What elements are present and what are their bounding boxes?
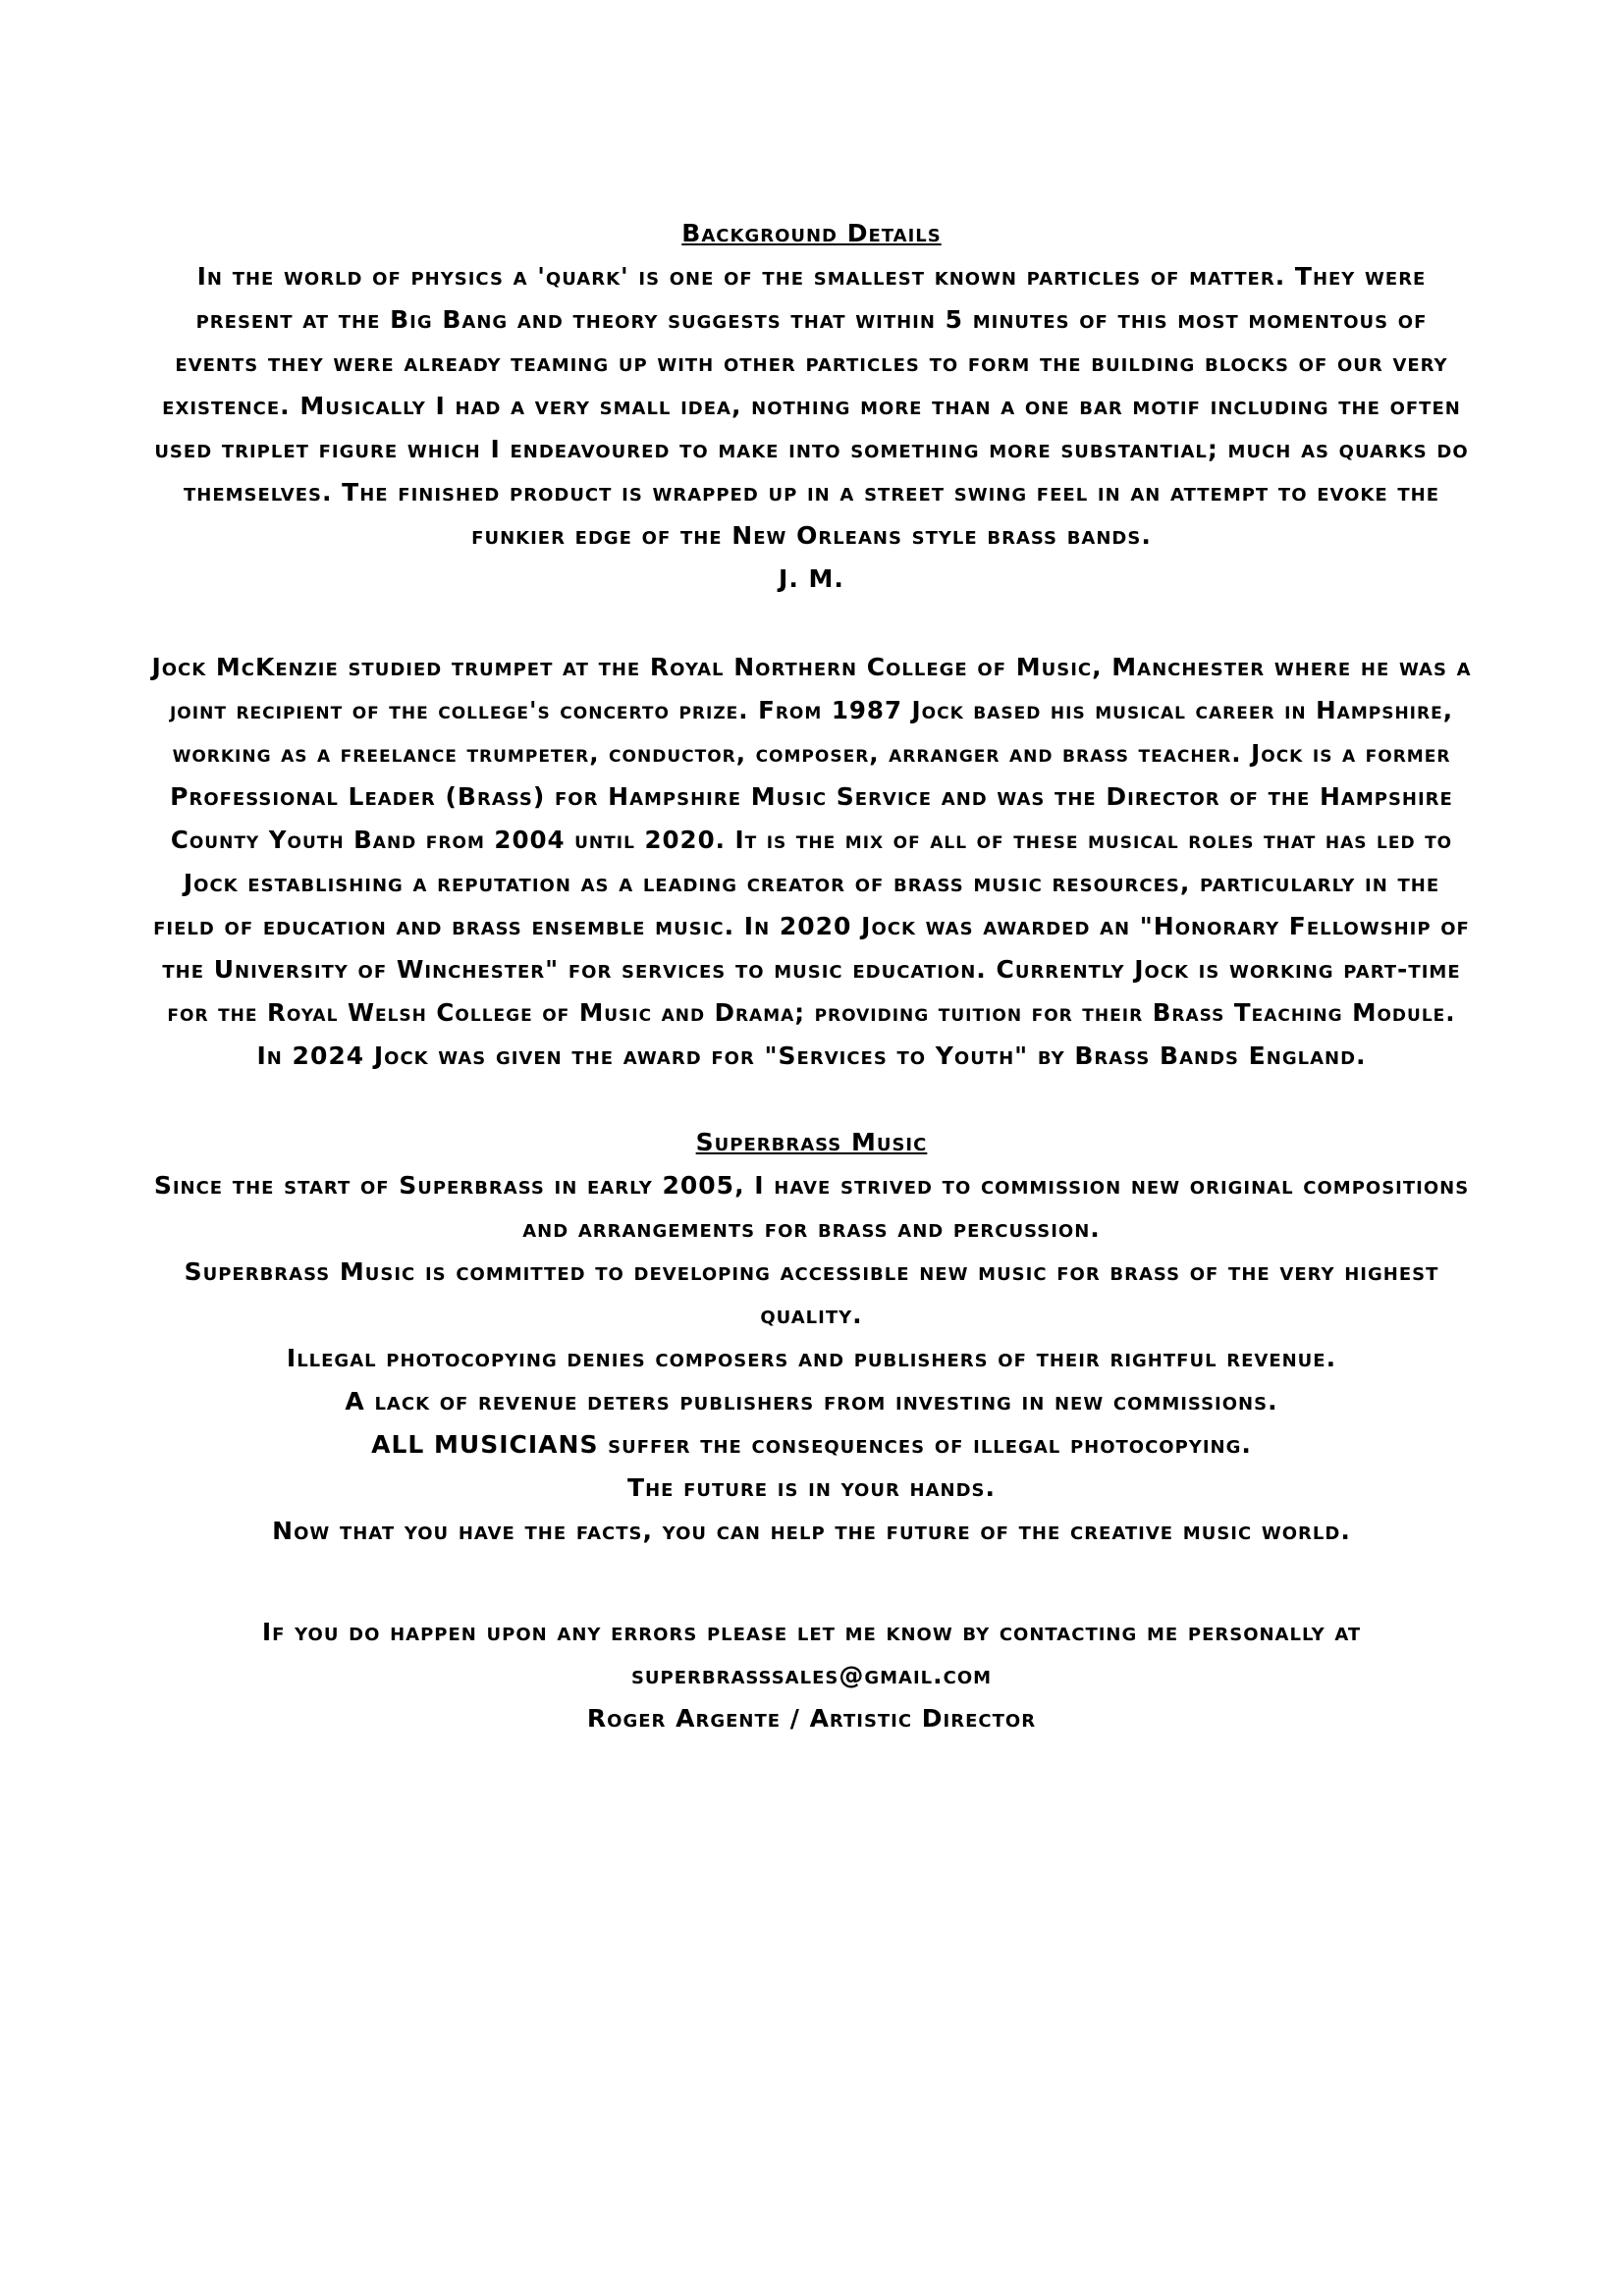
musicians-emphasis: ALL MUSICIANS — [371, 1430, 599, 1459]
contact-email: superbrasssales@gmail.com — [630, 1661, 993, 1689]
background-line: used triplet figure which I endeavoured to make into something more substantial; much as quarks do — [154, 435, 1469, 463]
biography-line: working as a freelance trumpeter, conductor, composer, arranger and brass teacher. Jock is a former — [172, 739, 1451, 768]
superbrass-line: Now that you have the facts, you can help the future of the creative music world. — [272, 1517, 1351, 1545]
biography-line: for the Royal Welsh College of Music and Drama; providing tuition for their Brass Teaching Module. — [167, 998, 1456, 1027]
background-line: existence. Musically I had a very small idea, nothing more than a one bar motif including the often — [162, 392, 1461, 420]
biography-line: Professional Leader (Brass) for Hampshire Music Service and was the Director of the Hampshire — [170, 782, 1453, 811]
musicians-line — [147, 1423, 1476, 1467]
biography-line: joint recipient of the college's concerto prize. From 1987 Jock based his musical career in Hampshire, — [169, 696, 1454, 724]
background-line: present at the Big Bang and theory suggests that within 5 minutes of this most momentous of — [195, 305, 1428, 334]
composer-initials: J. M. — [779, 564, 844, 593]
superbrass-line: A lack of revenue deters publishers from investing in new commissions. — [345, 1387, 1278, 1415]
superbrass-line: quality. — [760, 1301, 863, 1329]
superbrass-heading: Superbrass Music — [695, 1128, 928, 1156]
superbrass-line: and arrangements for brass and percussion. — [522, 1214, 1101, 1243]
biography-line: the University of Winchester" for services to music education. Currently Jock is working part-time — [162, 955, 1461, 984]
superbrass-section — [147, 1121, 1476, 1553]
superbrass-line: The future is in your hands. — [627, 1473, 996, 1502]
signoff: Roger Argente / Artistic Director — [586, 1704, 1037, 1733]
biography-section — [147, 646, 1476, 1078]
background-heading: Background Details — [681, 219, 942, 247]
background-line: In the world of physics a 'quark' is one of the smallest known particles of matter. They were — [196, 262, 1427, 291]
biography-line: In 2024 Jock was given the award for "Services to Youth" by Brass Bands England. — [256, 1041, 1367, 1070]
biography-line: Jock McKenzie studied trumpet at the Royal Northern College of Music, Manchester where he was a — [151, 653, 1472, 681]
superbrass-line: Since the start of Superbrass in early 2005, I have strived to commission new original compositions — [153, 1171, 1470, 1200]
background-line: themselves. The finished product is wrapped up in a street swing feel in an attempt to evoke the — [183, 478, 1439, 507]
contact-line: If you do happen upon any errors please let me know by contacting me personally at — [261, 1618, 1362, 1646]
background-line: funkier edge of the New Orleans style brass bands. — [471, 521, 1152, 550]
background-line: events they were already teaming up with other particles to form the building blocks of our very — [175, 348, 1448, 377]
biography-line: Jock establishing a reputation as a leading creator of brass music resources, particularly in the — [183, 869, 1440, 897]
biography-line: County Youth Band from 2004 until 2020. It is the mix of all of these musical roles that has led to — [170, 826, 1453, 854]
musicians-rest: suffer the consequences of illegal photocopying. — [598, 1430, 1252, 1459]
contact-section — [147, 1611, 1476, 1740]
biography-line: field of education and brass ensemble music. In 2020 Jock was awarded an "Honorary Fellowship of — [153, 912, 1470, 940]
superbrass-line: Illegal photocopying denies composers and publishers of their rightful revenue. — [286, 1344, 1337, 1372]
background-section — [147, 212, 1476, 601]
superbrass-line: Superbrass Music is committed to developing accessible new music for brass of the very highest — [184, 1257, 1439, 1286]
